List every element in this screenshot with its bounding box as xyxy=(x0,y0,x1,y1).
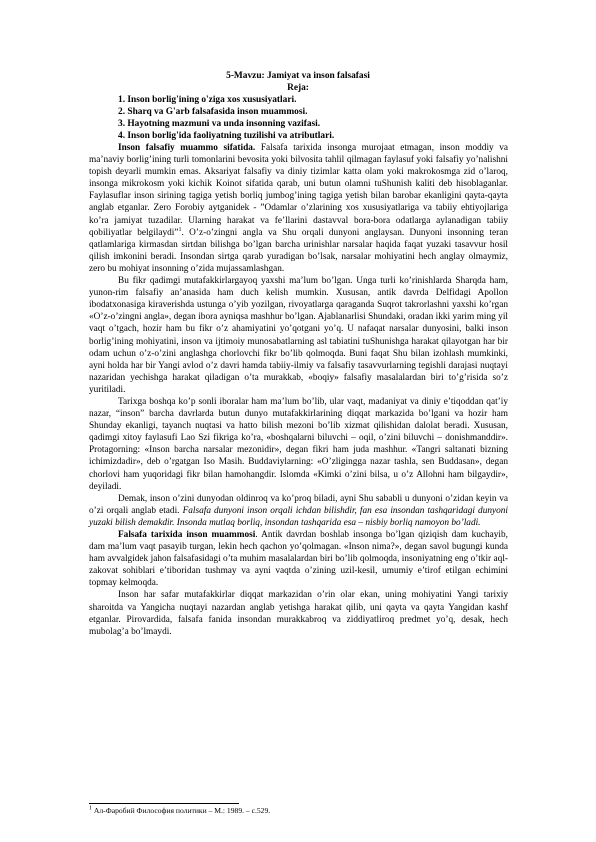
footnote-separator xyxy=(89,803,239,804)
plan-heading: Reja: xyxy=(287,83,309,93)
paragraph-text: Demak, inson o’zini dunyodan oldinroq va ko’proq biladi, ayni Shu sababli u dunyoni o’zidan keyin va o’zi orqali anglab etadi. xyxy=(89,493,508,516)
plan-list xyxy=(118,94,334,142)
paragraph: Inson har safar mutafakkirlar diqqat markazidan o’rin olar ekan, uning mohiyatini Yangi tarixiy sharoitda va Yangicha nuqtayi nazardan anglab yetishga harakat qilib, uni qayta va qayta Yangidan kashf etganlar. Pirovardida, falsafa fanida insondan murakkabroq va ziddiyatliroq predmet yo’q, desak, hech mubolag’a bo’lmaydi. xyxy=(89,590,508,637)
plan-item: 4. Inson borlig'ida faoliyatning tuzilishi va atributlari. xyxy=(118,131,335,141)
paragraph xyxy=(89,529,508,589)
plan-item: 2. Sharq va G'arb falsafasida inson muammosi. xyxy=(118,107,308,117)
paragraph xyxy=(89,142,508,275)
section-heading: Inson falsafiy muammo sifatida. xyxy=(118,143,256,153)
paragraph-text: . Antik davrdan boshlab insonga bo’lgan qiziqish dam kuchayib, dam ma’lum vaqt pasayib turgan, lekin hech qachon yo’qolmagan. «Inson nima?», degan savol bugungi kunda ham avvalgidek jahon falsafasidagi o’ta muhim masalalardan biri bo’lib qolmoqda, insoniyatning eng o’tkir aql-zakovat sohiblari e’tiboridan tushmay va ayni vaqtda o’zining uzil-kesil, umumiy e’tirof etilgan echimini topmay kelmoqda. xyxy=(89,530,508,589)
paragraph: Bu fikr qadimgi mutafakkirlargayoq yaxshi ma’lum bo’lgan. Unga turli ko’rinishlarda Sharqda ham, yunon-rim falsafiy an’anasida ham duch kelish mumkin. Xususan, antik davrda Delfidagi Apollon ibodatxonasiga kiraverishda ustunga o’yib yozilgan, rivoyatlarga qaraganda Suqrot takrorlashni yaxshi ko’rgan «O’z-o’zingni angla», degan ibora ayniqsa mashhur bo’lgan. Ajablanarlisi Shundaki, oradan ikki yarim ming yil vaqt o’tgach, hozir ham bu fikr o’z ahamiyatini yo’qotgani yo’q. U nafaqat narsalar dunyosini, balki inson borlig’ining mohiyatini, inson va ijtimoiy munosabatlarning asl tabiatini tuShunishga harakat qilayotgan har bir odam uchun o’z-o’zini anglashga chorlovchi fikr bo’lib qolmoqda. Buni faqat Shu bilan izohlash mumkinki, ayni holda har bir Yangi avlod o’z davri hamda tabiiy-ilmiy va falsafiy tasavvurlarning tegishli darajasi nuqtayi nazaridan yechishga harakat qiladigan o’ta murakkab, «boqiy» falsafiy masalalardan biri to’g’risida so’z yuritiladi. xyxy=(89,276,508,395)
paragraph-text: . O’z-o’zingni angla va Shu orqali dunyoni anglaysan. Dunyoni insonning teran qatlamlariga kirmasdan sirtdan bilishga bo’lgan barcha urinishlar narsalar haqida faqat yuzaki tasavvur hosil qilish imkonini beradi. Insondan sirtga qarab yuradigan bo’lsak, narsalar mohiyatini hech anglay olmaymiz, zero bu mohiyat insonning o’zida mujassamlashgan. xyxy=(89,227,508,274)
page-title: 5-Mavzu: Jamiyat va inson falsafasi xyxy=(226,71,370,81)
footnote-ref: 1 xyxy=(178,226,182,233)
footnote-text: Ал-Фаробий Философия политики – М.: 1989. – с.529. xyxy=(92,806,271,815)
paragraph xyxy=(89,493,508,529)
plan-item: 1. Inson borlig'ining o'ziga xos xususiyatlari. xyxy=(118,95,297,105)
section-heading: Falsafa tarixida inson muammosi xyxy=(118,530,256,540)
footnote-mark: 1 xyxy=(89,805,92,812)
paragraph: Tarixga boshqa ko’p sonli iboralar ham ma’lum bo’lib, ular vaqt, madaniyat va diniy e’tiqoddan qat’iy nazar, “inson” barcha davrlarda butun dunyo mutafakkirlarining diqqat markazida bo’lgani va hozir ham Shunday ekanligi, tayanch nuqtasi va hatto bilish mezoni bo’lib xizmat qilishidan dalolat beradi. Xususan, qadimgi xitoy faylasufi Lao Szi fikriga ko’ra, «boshqalarni biluvchi – oqil, o’zini biluvchi – donishmanddir». Protagorning: «Inson barcha narsalar mezonidir», degan fikri ham juda mashhur. «Tangri saltanati bizning ichimizdadir», deb o’rgatgan Iso Masih. Buddaviylarning: «O’zligingga nazar tashla, sen Buddasan», degan chorlovi ham yuqoridagi fikr bilan hamohangdir. Islomda «Kimki o’zini bilsa, u o’z Allohni ham bilgaydir», deyiladi. xyxy=(89,396,508,492)
italic-text: Falsafa dunyoni inson orqali ichdan bilishdir, fan esa insondan tashqaridagi dunyoni yuzaki bilish demakdir. Insonda mutlaq borliq, insondan tashqarida esa – nisbiy borliq namoyon bo’ladi. xyxy=(89,505,508,528)
paragraph-text: Falsafa tarixida insonga murojaat etmagan, inson moddiy va ma’naviy borlig’ining turli tomonlarini bevosita yoki bilvosita tahlil qilmagan faylasuf yoki falsafiy yo’nalishni topish deyarli mumkin emas. Aksariyat falsafiy va diniy tizimlar katta olam yoki makrokosmga zid o’laroq, insonga mikrokosm yoki kichik Koinot sifatida qarab, uni butun olamni tuShunish kaliti deb hisoblaganlar. Faylasuflar inson sirining tagiga yetish borliq jumbog’ining tagiga yetish bilan barobar ekanligini qayta-qayta anglab etganlar. Zero Forobiy aytganidek - ”Odamlar o’zlarining xos xususiyatlariga va tabiiy ehtiyojlariga ko’ra jamiyat tuzadilar. Ularning harakat va fe’llarini dastavval bora-bora odatlarga aylanadigan tabiiy qobiliyatlar belgilaydi” xyxy=(89,143,508,238)
footnote xyxy=(89,806,270,816)
plan-item: 3. Hayotning mazmuni va unda insonning vazifasi. xyxy=(118,119,321,129)
body-text xyxy=(89,142,508,638)
